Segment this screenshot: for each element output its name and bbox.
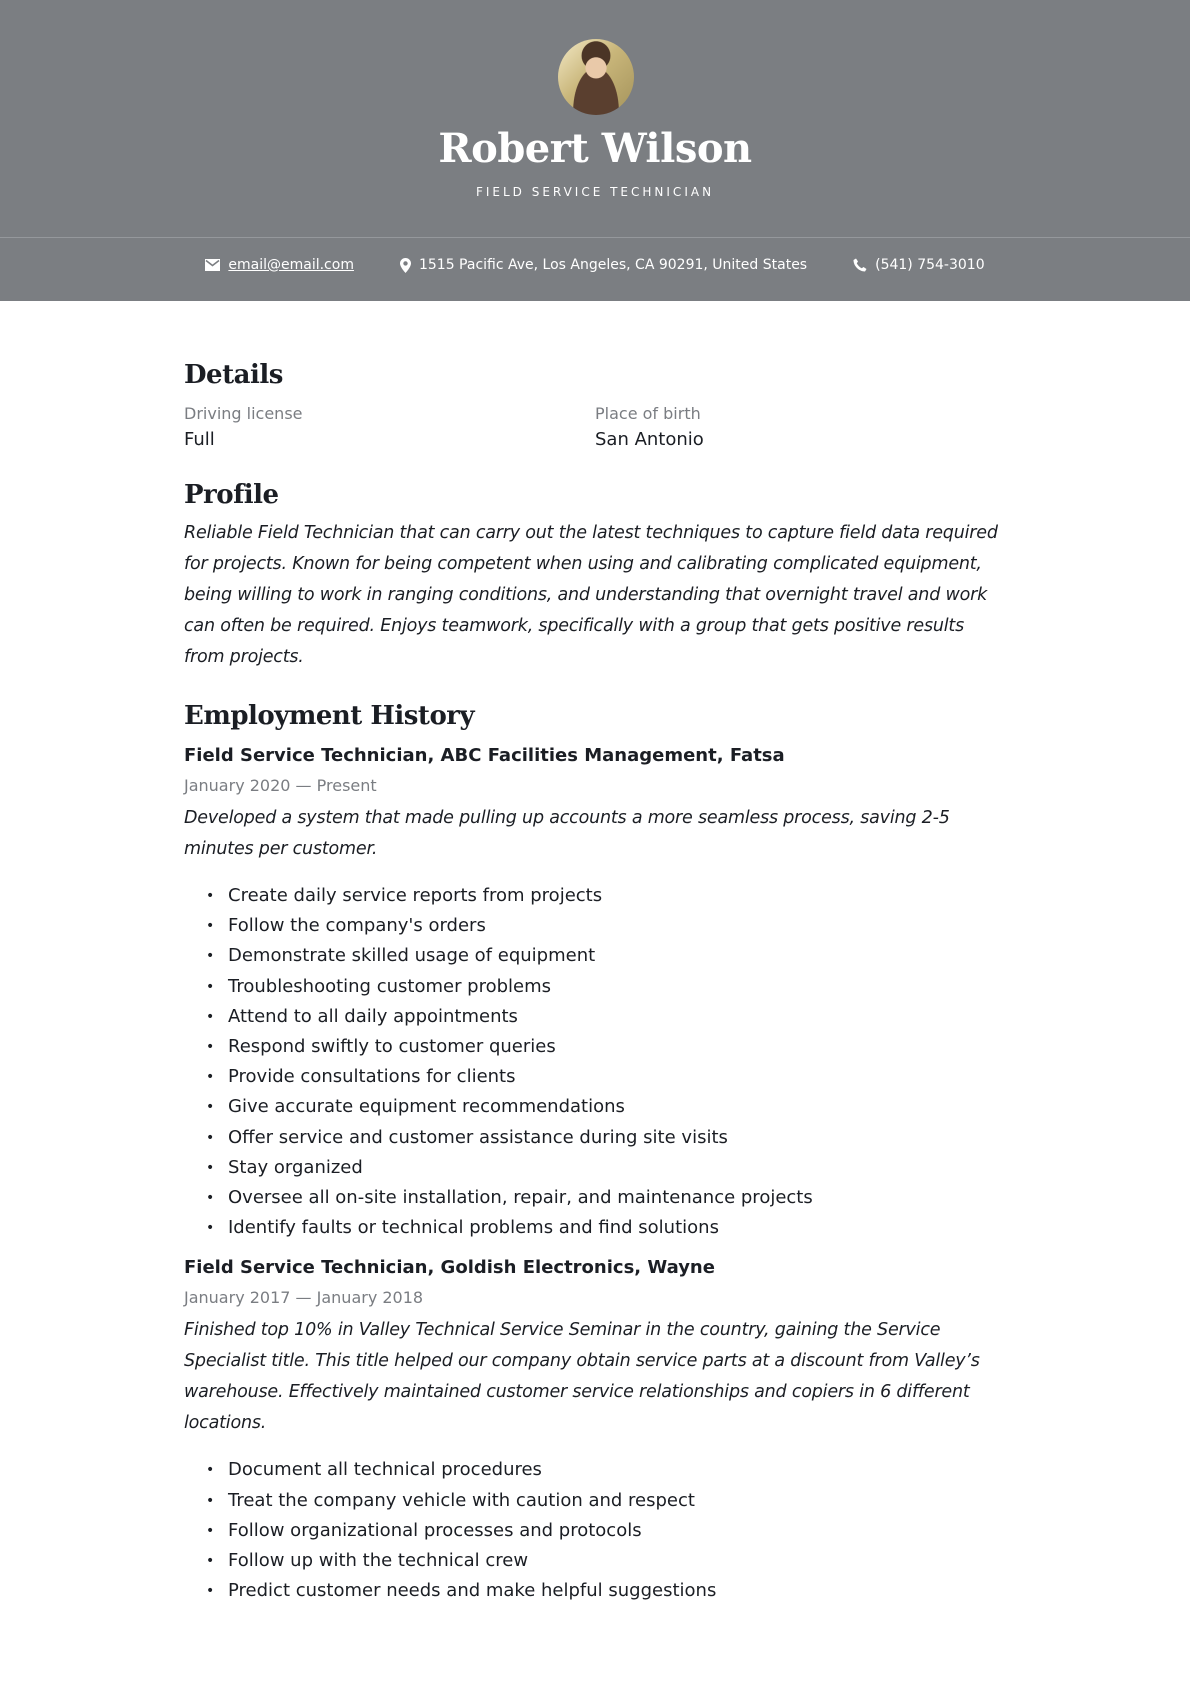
mail-icon xyxy=(205,259,220,271)
list-item: • Follow up with the technical crew xyxy=(206,1546,1006,1576)
employment-heading: Employment History xyxy=(184,701,475,731)
list-item: • Give accurate equipment recommendations xyxy=(206,1092,1006,1122)
list-item: • Attend to all daily appointments xyxy=(206,1002,1006,1032)
details-heading: Details xyxy=(184,360,283,390)
detail-label: Driving license xyxy=(184,404,303,423)
resume-body xyxy=(184,360,1006,1606)
list-item: • Offer service and customer assistance during site visits xyxy=(206,1123,1006,1153)
job-dates: January 2017 — January 2018 xyxy=(184,1288,424,1308)
job-bullets xyxy=(206,1455,1006,1606)
contact-address xyxy=(400,257,807,273)
candidate-name: Robert Wilson xyxy=(438,125,752,172)
profile-text: Reliable Field Technician that can carry out the latest techniques to capture field data required for projects. Known for being competent when using and calibrating complicated equipment, being willing to work in ranging conditions, and understanding that overnight travel and work can often be required. Enjoys teamwork, specifically with a group that gets positive results from projects. xyxy=(184,523,998,667)
detail-place-of-birth xyxy=(595,404,1006,450)
job-entry xyxy=(184,1257,1006,1606)
list-item: • Follow the company's orders xyxy=(206,911,1006,941)
contact-email xyxy=(205,257,354,273)
job-dates: January 2020 — Present xyxy=(184,776,377,795)
profile-heading: Profile xyxy=(184,480,279,510)
details-section xyxy=(184,360,1006,450)
job-title: Field Service Technician, Goldish Electronics, Wayne xyxy=(184,1257,715,1279)
list-item: • Stay organized xyxy=(206,1153,1006,1183)
list-item: • Provide consultations for clients xyxy=(206,1062,1006,1092)
list-item: • Identify faults or technical problems and find solutions xyxy=(206,1213,1006,1243)
list-item: • Predict customer needs and make helpful suggestions xyxy=(206,1576,1006,1606)
list-item: • Oversee all on-site installation, repair, and maintenance projects xyxy=(206,1183,1006,1213)
list-item: • Follow organizational processes and protocols xyxy=(206,1516,1006,1546)
list-item: • Document all technical procedures xyxy=(206,1455,1006,1485)
job-title: Field Service Technician, ABC Facilities Management, Fatsa xyxy=(184,745,785,766)
email-link[interactable]: email@email.com xyxy=(228,257,354,273)
phone-text: (541) 754-3010 xyxy=(875,257,985,273)
detail-value: Full xyxy=(184,429,215,450)
address-text: 1515 Pacific Ave, Los Angeles, CA 90291, United States xyxy=(418,257,808,273)
details-grid xyxy=(184,404,1006,450)
list-item: • Treat the company vehicle with caution and respect xyxy=(206,1486,1006,1516)
detail-label: Place of birth xyxy=(595,404,701,423)
job-entry xyxy=(184,745,1006,1243)
employment-section xyxy=(184,701,1006,1606)
avatar xyxy=(558,39,634,115)
job-bullets xyxy=(206,881,1006,1243)
resume-header xyxy=(0,0,1190,301)
phone-icon xyxy=(853,258,867,272)
job-summary: Developed a system that made pulling up accounts a more seamless process, saving 2-5 minutes per customer. xyxy=(184,808,950,859)
contact-phone xyxy=(853,257,985,273)
list-item: • Demonstrate skilled usage of equipment xyxy=(206,941,1006,971)
detail-driving-license xyxy=(184,404,595,450)
contact-bar xyxy=(0,257,1190,273)
detail-value: San Antonio xyxy=(595,429,704,450)
candidate-job-title: FIELD SERVICE TECHNICIAN xyxy=(475,185,715,199)
list-item: • Create daily service reports from projects xyxy=(206,881,1006,911)
list-item: • Respond swiftly to customer queries xyxy=(206,1032,1006,1062)
job-summary: Finished top 10% in Valley Technical Service Seminar in the country, gaining the Service Specialist title. This title helped our company obtain service parts at a discount from Valley’s warehouse. Effectively maintained customer service relationships and copiers in 6 different locations. xyxy=(184,1320,980,1434)
list-item: • Troubleshooting customer problems xyxy=(206,972,1006,1002)
profile-section xyxy=(184,480,1006,673)
header-top xyxy=(0,0,1190,238)
location-pin-icon xyxy=(400,258,411,273)
